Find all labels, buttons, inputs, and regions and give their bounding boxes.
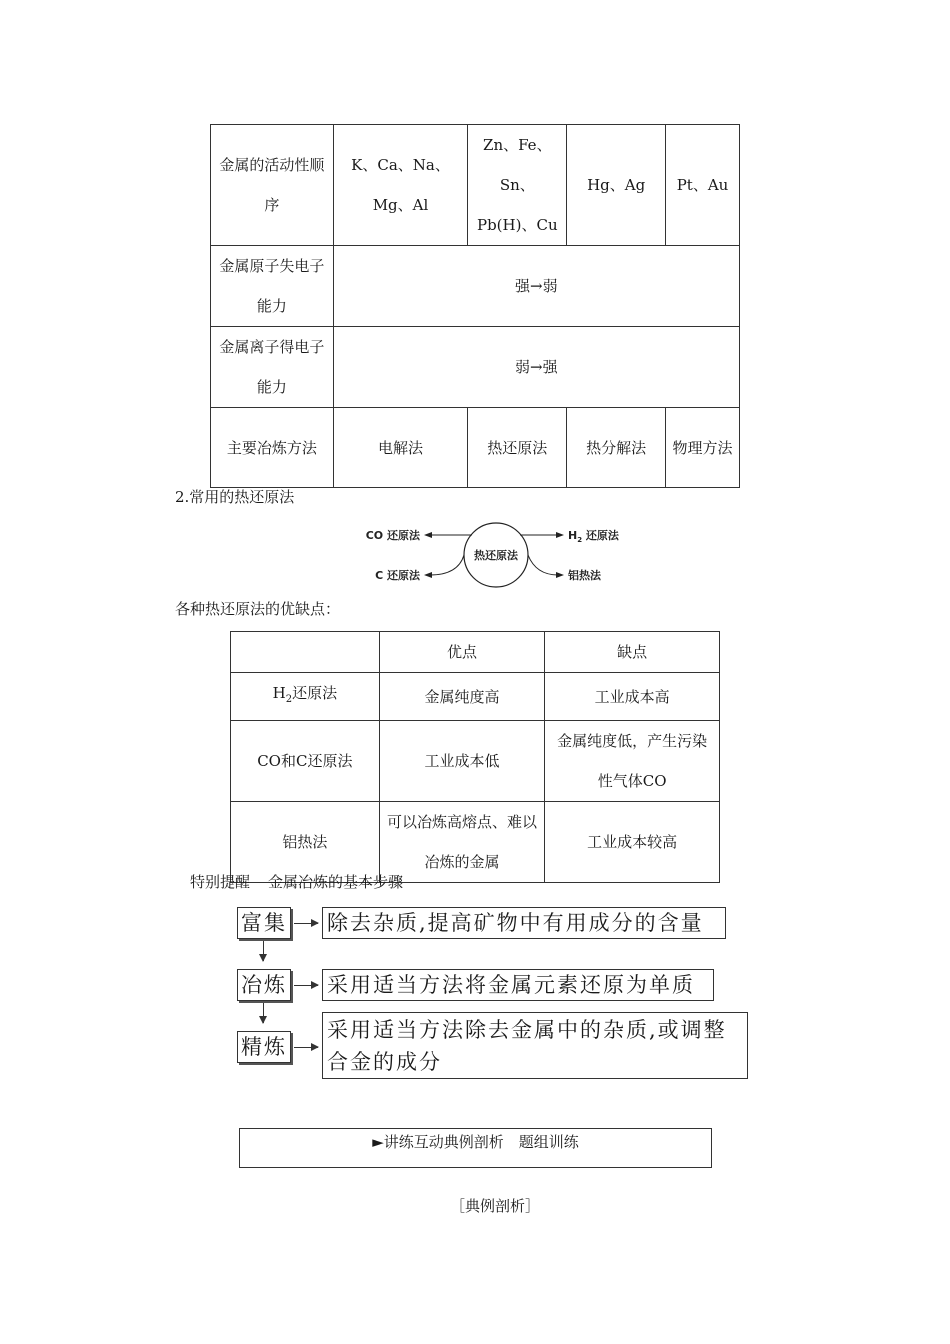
table-cell: Zn、Fe、Sn、Pb(H)、Cu: [468, 125, 567, 246]
h-subscript: 2: [577, 536, 583, 544]
arrow-head: [424, 572, 432, 578]
pro-cell: 工业成本低: [379, 721, 545, 802]
table-row: [231, 673, 720, 721]
method-text: H: [272, 684, 286, 702]
table-cell: Pt、Au: [666, 125, 740, 246]
con-cell: 金属纯度低，产生污染性气体CO: [545, 721, 720, 802]
left-top-label: CO 还原法: [365, 529, 420, 542]
h-symbol: H: [568, 529, 578, 542]
row-label: 金属离子得电子能力: [211, 327, 334, 408]
arrow-down-icon: [263, 941, 264, 961]
row-label: 主要冶炼方法: [211, 408, 334, 488]
step-box: 富集: [237, 907, 291, 939]
table-row: [231, 721, 720, 802]
table-cell: 热还原法: [468, 408, 567, 488]
metal-activity-table: [210, 124, 740, 488]
table-cell: Hg、Ag: [567, 125, 666, 246]
arrow-right-icon: [294, 923, 318, 924]
arrow-head: [424, 532, 432, 538]
arrow-right-icon: [294, 1047, 318, 1048]
h-rest: 还原法: [582, 529, 619, 542]
header-cell: 缺点: [545, 632, 720, 673]
right-bottom-label: 铝热法: [568, 569, 601, 582]
arrow-head: [556, 532, 564, 538]
diagram-center-label: 热还原法: [474, 549, 518, 562]
header-cell: 优点: [379, 632, 545, 673]
thermal-reduction-diagram: [340, 518, 640, 592]
section-heading: ［典例剖析］: [450, 1197, 541, 1215]
row-label: 金属的活动性顺序: [211, 125, 334, 246]
step-description: 采用适当方法将金属元素还原为单质: [322, 969, 714, 1001]
step-description: 除去杂质,提高矿物中有用成分的含量: [322, 907, 726, 939]
tip-text: 金属冶炼的基本步骤: [268, 873, 404, 891]
table-row: [211, 246, 740, 327]
con-cell: 工业成本较高: [545, 802, 720, 883]
pro-cell: 可以冶炼高熔点、难以冶炼的金属: [379, 802, 545, 883]
step-box: 冶炼: [237, 969, 291, 1001]
pros-cons-intro: 各种热还原法的优缺点：: [175, 600, 341, 618]
method-cell: 铝热法: [231, 802, 380, 883]
step-description: 采用适当方法除去金属中的杂质,或调整合金的成分: [322, 1012, 748, 1079]
practice-banner: ►讲练互动典例剖析 题组训练: [239, 1128, 712, 1168]
step-box: 精炼: [237, 1031, 291, 1063]
pros-cons-table: [230, 631, 720, 883]
left-bottom-label: C 还原法: [375, 569, 420, 582]
header-cell: [231, 632, 380, 673]
table-row: [211, 327, 740, 408]
table-row: [211, 408, 740, 488]
tip-line: [190, 871, 403, 892]
table-row: [211, 125, 740, 246]
method-text: 还原法: [292, 684, 338, 702]
table-cell: 物理方法: [666, 408, 740, 488]
table-cell: 热分解法: [567, 408, 666, 488]
tip-label: 特别提醒: [190, 873, 251, 891]
right-top-label: [568, 528, 620, 544]
row-label: 金属原子失电子能力: [211, 246, 334, 327]
arrow-down-icon: [263, 1003, 264, 1023]
method-subscript: 2: [285, 694, 293, 705]
section-title: 2.常用的热还原法: [175, 488, 295, 506]
method-cell: [231, 673, 380, 721]
method-cell: CO和C还原法: [231, 721, 380, 802]
table-header-row: [231, 632, 720, 673]
arrow-head: [556, 572, 564, 578]
connector-left-bottom: [430, 555, 464, 575]
table-cell: 强→弱: [333, 246, 739, 327]
table-cell: 电解法: [333, 408, 468, 488]
pro-cell: 金属纯度高: [379, 673, 545, 721]
connector-right-bottom: [528, 555, 558, 575]
table-cell: 弱→强: [333, 327, 739, 408]
arrow-right-icon: [294, 985, 318, 986]
con-cell: 工业成本高: [545, 673, 720, 721]
table-cell: K、Ca、Na、Mg、Al: [333, 125, 468, 246]
